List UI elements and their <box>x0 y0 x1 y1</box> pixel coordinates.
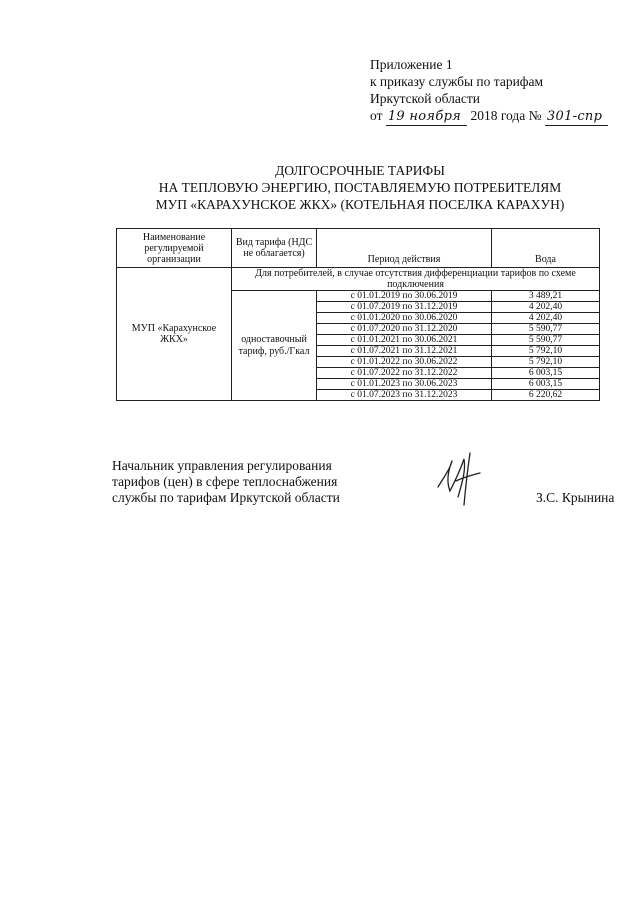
table-header-row <box>117 229 600 268</box>
appendix-block <box>370 56 608 126</box>
appendix-region: Иркутской области <box>370 91 481 106</box>
period-cell: с 01.01.2023 по 30.06.2023 <box>317 379 492 390</box>
value-cell: 3 489,21 <box>492 291 600 302</box>
date-middle: 2018 года № <box>470 108 542 123</box>
handwritten-signature <box>430 447 490 509</box>
title-line-1: ДОЛГОСРОЧНЫЕ ТАРИФЫ <box>275 163 445 178</box>
period-cell: с 01.01.2022 по 30.06.2022 <box>317 357 492 368</box>
period-cell: с 01.07.2022 по 31.12.2022 <box>317 368 492 379</box>
signer-position-line-3: службы по тарифам Иркутской области <box>112 490 340 505</box>
signer-position-line-1: Начальник управления регулирования <box>112 458 332 473</box>
value-cell: 5 792,10 <box>492 357 600 368</box>
period-cell: с 01.01.2021 по 30.06.2021 <box>317 335 492 346</box>
tariff-table <box>116 228 600 401</box>
appendix-title: Приложение 1 <box>370 57 453 72</box>
period-cell: с 01.07.2019 по 31.12.2019 <box>317 302 492 313</box>
value-cell: 4 202,40 <box>492 313 600 324</box>
signature-block <box>112 458 340 506</box>
value-cell: 6 220,62 <box>492 390 600 401</box>
header-value: Вода <box>492 229 600 268</box>
signer-position-line-2: тарифов (цен) в сфере теплоснабжения <box>112 474 338 489</box>
date-prefix: от <box>370 108 383 123</box>
period-cell: с 01.07.2020 по 31.12.2020 <box>317 324 492 335</box>
consumer-note-cell: Для потребителей, в случае отсутствия дифференциации тарифов по схеме подключения <box>232 268 600 291</box>
header-period: Период действия <box>317 229 492 268</box>
tariff-type-cell: одноставочный тариф, руб./Гкал <box>232 291 317 401</box>
period-cell: с 01.07.2023 по 31.12.2023 <box>317 390 492 401</box>
signer-name: З.С. Крынина <box>536 490 615 505</box>
title-line-3: МУП «КАРАХУНСКОЕ ЖКХ» (КОТЕЛЬНАЯ ПОСЕЛКА КАРАХУН) <box>155 197 565 212</box>
date-handwritten: 19 ноября <box>386 108 467 126</box>
value-cell: 6 003,15 <box>492 379 600 390</box>
value-cell: 6 003,15 <box>492 368 600 379</box>
value-cell: 4 202,40 <box>492 302 600 313</box>
appendix-date-line <box>370 107 608 126</box>
order-number-handwritten: 301-спр <box>545 108 608 126</box>
consumer-note-row <box>117 268 600 291</box>
header-org: Наименование регулируемой организации <box>117 229 232 268</box>
header-type: Вид тарифа (НДС не облагается) <box>232 229 317 268</box>
period-cell: с 01.01.2019 по 30.06.2019 <box>317 291 492 302</box>
value-cell: 5 590,77 <box>492 324 600 335</box>
period-cell: с 01.07.2021 по 31.12.2021 <box>317 346 492 357</box>
value-cell: 5 590,77 <box>492 335 600 346</box>
title-line-2: НА ТЕПЛОВУЮ ЭНЕРГИЮ, ПОСТАВЛЯЕМУЮ ПОТРЕБИТЕЛЯМ <box>158 180 562 195</box>
period-cell: с 01.01.2020 по 30.06.2020 <box>317 313 492 324</box>
appendix-order-ref: к приказу службы по тарифам <box>370 74 544 89</box>
document-title <box>130 162 590 213</box>
value-cell: 5 792,10 <box>492 346 600 357</box>
org-name-cell: МУП «Карахунское ЖКХ» <box>117 268 232 401</box>
